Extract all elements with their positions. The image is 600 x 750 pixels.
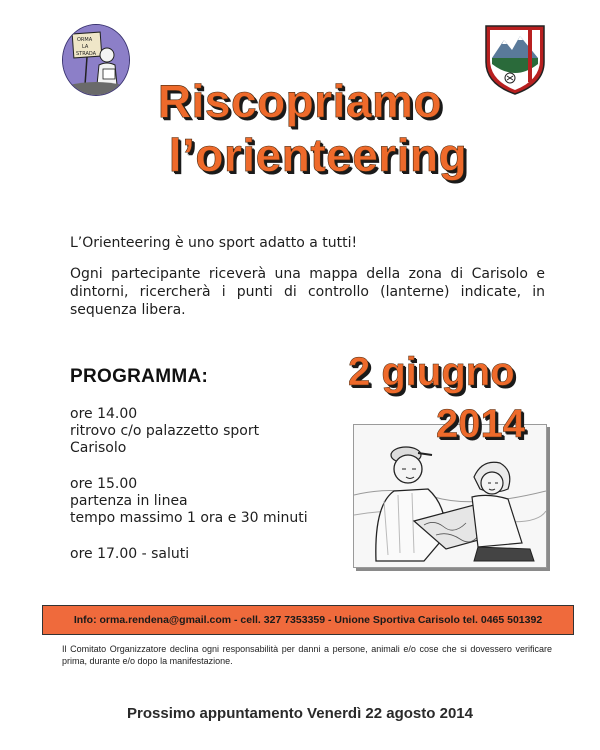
svg-text:STRADA: STRADA — [76, 51, 97, 57]
schedule-block-1 — [70, 406, 340, 457]
intro-line-1: L’Orienteering è uno sport adatto a tutti! — [70, 235, 358, 251]
schedule-detail: partenza in linea — [70, 493, 188, 509]
schedule-block-3 — [70, 546, 340, 563]
title-line-1: Riscopriamo — [157, 75, 443, 127]
schedule-time: ore 14.00 — [70, 406, 138, 422]
svg-text:LA: LA — [82, 44, 89, 50]
programma-heading: PROGRAMMA: — [70, 366, 209, 387]
svg-text:ORMA: ORMA — [77, 37, 93, 43]
schedule-detail: tempo massimo 1 ora e 30 minuti — [70, 510, 308, 526]
title-line-2: l’orienteering — [168, 129, 468, 181]
next-event-footer: Prossimo appuntamento Venerdì 22 agosto 2014 — [127, 705, 473, 722]
schedule-detail: Carisolo — [70, 440, 127, 456]
event-date-year: 2014 — [436, 402, 525, 446]
schedule-time: ore 15.00 — [70, 476, 138, 492]
schedule-block-2 — [70, 476, 340, 527]
contact-info-bar: Info: orma.rendena@gmail.com - cell. 327 7353359 - Unione Sportiva Carisolo tel. 0465 501392 — [42, 605, 574, 635]
schedule-detail: ritrovo c/o palazzetto sport — [70, 423, 260, 439]
disclaimer-text: Il Comitato Organizzatore declina ogni responsabilità per danni a persone, animali e/o cose che si dovessero verificare prima, durante e/o dopo la manifestazione. — [62, 644, 552, 666]
event-date-day: 2 giugno — [348, 350, 515, 394]
schedule-time: ore 17.00 - saluti — [70, 546, 190, 562]
intro-paragraph: Ogni partecipante riceverà una mappa della zona di Carisolo e dintorni, ricercherà i punti di controllo (lanterne) indicate, in sequenza libera. — [70, 266, 545, 318]
